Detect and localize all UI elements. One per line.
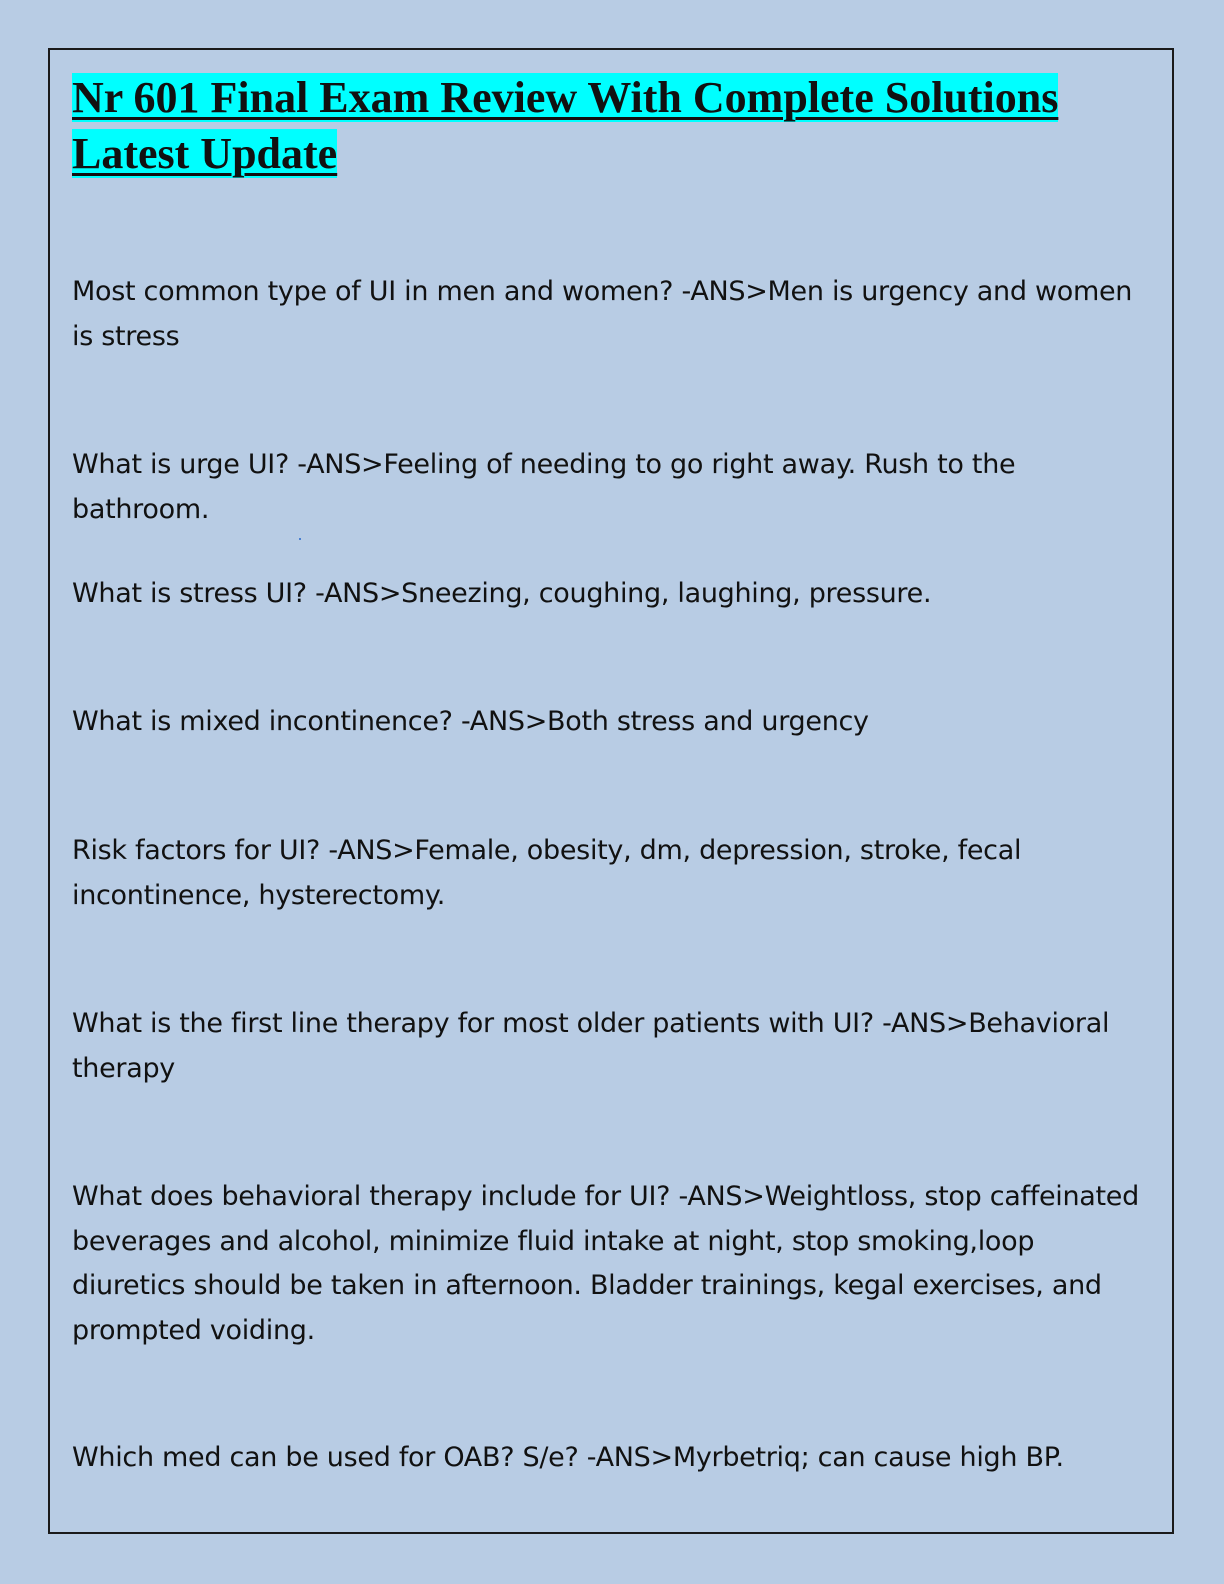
qa-entry-7: What does behavioral therapy include for UI? -ANS>Weightloss, stop caffeinated beverages and alcohol, minimize fluid intake at night, stop smoking,loop diuretics should be taken in afternoon. Bladder trainings, kegal exercises, and prompted voiding.	[72, 1181, 1139, 1346]
qa-entry-4: What is mixed incontinence? -ANS>Both stress and urgency	[72, 706, 869, 737]
qa-entry-5: Risk factors for UI? -ANS>Female, obesity, dm, depression, stroke, fecal incontinence, hysterectomy.	[72, 835, 1022, 911]
qa-entry-3: What is stress UI? -ANS>Sneezing, coughing, laughing, pressure.	[72, 578, 932, 609]
qa-entry-8: Which med can be used for OAB? S/e? -ANS>Myrbetriq; can cause high BP.	[72, 1442, 1064, 1473]
document-title	[72, 70, 1162, 182]
stray-dot-mark	[299, 538, 301, 540]
qa-entry-6: What is the first line therapy for most older patients with UI? -ANS>Behavioral therapy	[72, 1008, 1110, 1084]
document-title-text: Nr 601 Final Exam Review With Complete Solutions Latest Update	[72, 73, 1059, 178]
qa-entry-2: What is urge UI? -ANS>Feeling of needing to go right away. Rush to the bathroom.	[72, 449, 1016, 525]
qa-entry-1: Most common type of UI in men and women? -ANS>Men is urgency and women is stress	[72, 276, 1133, 352]
